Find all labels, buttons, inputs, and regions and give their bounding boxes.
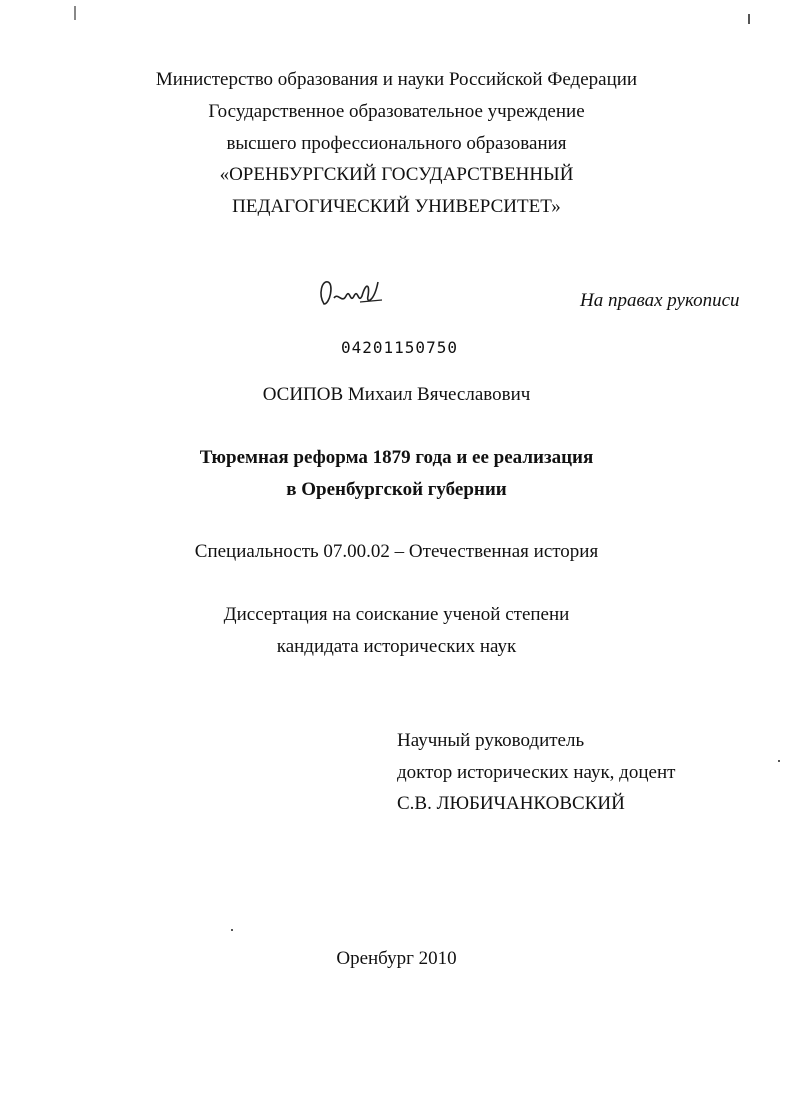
specialty-line: Специальность 07.00.02 – Отечественная история [194,541,599,562]
dissertation-title-line2: в Оренбургской губернии [286,479,507,500]
author-name: ОСИПОВ Михаил Вячеславович [262,384,531,405]
scan-speck [74,6,76,20]
degree-line2: кандидата исторических наук [276,636,517,657]
scan-speck [748,14,750,24]
scan-speck [231,929,233,931]
supervisor-name: С.В. ЛЮБИЧАНКОВСКИЙ [397,793,625,814]
handwritten-signature [316,274,386,314]
supervisor-credentials: доктор исторических наук, доцент [397,762,676,783]
university-name-line2: ПЕДАГОГИЧЕСКИЙ УНИВЕРСИТЕТ» [232,196,561,217]
place-year: Оренбург 2010 [336,948,457,969]
supervisor-label: Научный руководитель [397,730,585,751]
institution-level-line: высшего профессионального образования [226,133,567,154]
scan-speck [778,760,780,762]
catalog-number: 04201150750 [341,338,458,357]
degree-line1: Диссертация на соискание ученой степени [223,604,570,625]
ministry-line: Министерство образования и науки Российской Федерации [155,69,638,90]
manuscript-note: На правах рукописи [580,290,740,311]
dissertation-title-line1: Тюремная реформа 1879 года и ее реализация [199,447,594,468]
institution-type-line: Государственное образовательное учреждение [208,101,585,122]
university-name-line1: «ОРЕНБУРГСКИЙ ГОСУДАРСТВЕННЫЙ [219,164,574,185]
